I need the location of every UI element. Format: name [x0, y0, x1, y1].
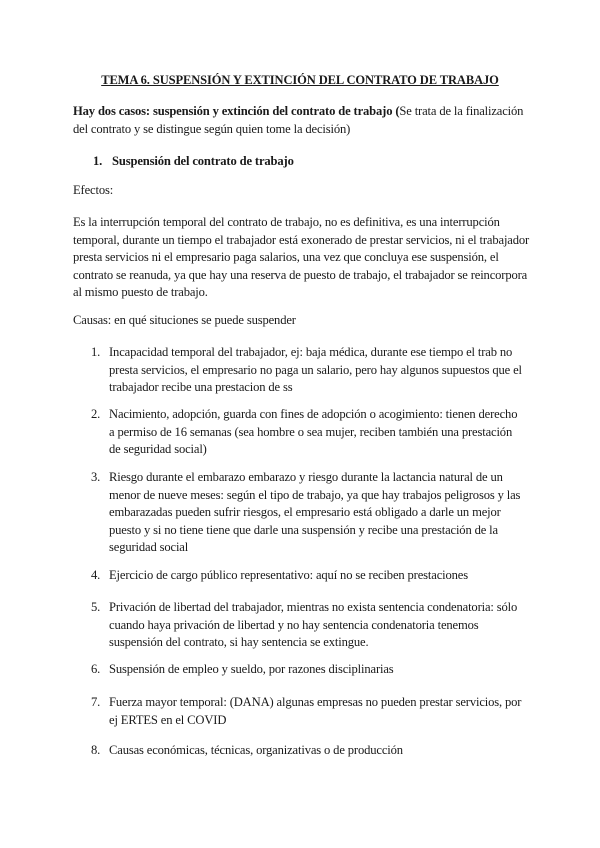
- list-item-text: Suspensión de empleo y sueldo, por razones disciplinarias: [109, 662, 394, 676]
- list-item: [91, 344, 525, 397]
- list-item-text: Riesgo durante el embarazo embarazo y riesgo durante la lactancia natural de un menor de nueve meses: según el tipo de trabajo, ya que hay trabajos peligrosos y las embarazadas pueden sufrir riesgos, el empresario está obligado a darle un mejor puesto y si no tiene tiene que darle una suspensión y recibe una prestación de la seguridad social: [109, 470, 521, 555]
- list-item-number: 5.: [91, 600, 101, 614]
- list-item-number: 3.: [91, 470, 101, 484]
- list-item: [91, 694, 525, 729]
- causas-label: Causas: en qué situciones se puede suspender: [73, 313, 296, 327]
- list-item-number: 1.: [91, 345, 101, 359]
- list-item-text: Causas económicas, técnicas, organizativas o de producción: [109, 743, 403, 757]
- list-item: [91, 661, 525, 679]
- list-item-number: 8.: [91, 743, 101, 757]
- list-item-number: 2.: [91, 407, 101, 421]
- list-item-text: Privación de libertad del trabajador, mientras no exista sentencia condenatoria: sólo cuando haya privación de libertad y no hay sentencia condenatoria tenemos suspensión del contrato, si hay sentencia se extingue.: [109, 600, 518, 650]
- efectos-paragraph: Es la interrupción temporal del contrato de trabajo, no es definitiva, es una interrupción temporal, durante un tiempo el trabajador está exonerado de prestar servicios, ni el trabajador presta servicios ni el empresario paga salarios, una vez que concluya ese suspensión, el contrato se reanuda, ya que hay una reserva de puesto de trabajo, el trabajador se reincorpora al mismo puesto de trabajo.: [73, 215, 530, 300]
- list-item-number: 4.: [91, 568, 101, 582]
- intro-bold-text: Hay dos casos: suspensión y extinción del contrato de trabajo (: [73, 104, 400, 118]
- section-heading: [93, 154, 294, 169]
- list-item: [91, 742, 525, 760]
- list-item: [91, 406, 525, 459]
- list-item-text: Nacimiento, adopción, guarda con fines de adopción o acogimiento: tienen derecho a permiso de 16 semanas (sea hombre o sea mujer, reciben también una prestación de seguridad social): [109, 407, 518, 457]
- list-item-number: 6.: [91, 662, 101, 676]
- list-item: [91, 469, 525, 557]
- section-number: 1.: [93, 154, 103, 168]
- section-title: Suspensión del contrato de trabajo: [112, 154, 294, 168]
- list-item-text: Incapacidad temporal del trabajador, ej: baja médica, durante ese tiempo el trab no presta servicios, el empresario no paga un salario, pero hay algunos supuestos que el trabajador recibe una prestacion de ss: [109, 345, 522, 395]
- list-item-text: Fuerza mayor temporal: (DANA) algunas empresas no pueden prestar servicios, por ej ERTES en el COVID: [109, 695, 522, 727]
- intro-normal-text: Se trata de la finalización del contrato y se distingue según quien tome la decisión): [73, 104, 524, 136]
- efectos-label: Efectos:: [73, 183, 114, 197]
- document-title: TEMA 6. SUSPENSIÓN Y EXTINCIÓN DEL CONTRATO DE TRABAJO: [101, 73, 499, 87]
- list-item: [91, 567, 525, 585]
- intro-paragraph: [73, 103, 533, 138]
- list-item-text: Ejercicio de cargo público representativo: aquí no se reciben prestaciones: [109, 568, 468, 582]
- list-item-number: 7.: [91, 695, 101, 709]
- list-item: [91, 599, 525, 652]
